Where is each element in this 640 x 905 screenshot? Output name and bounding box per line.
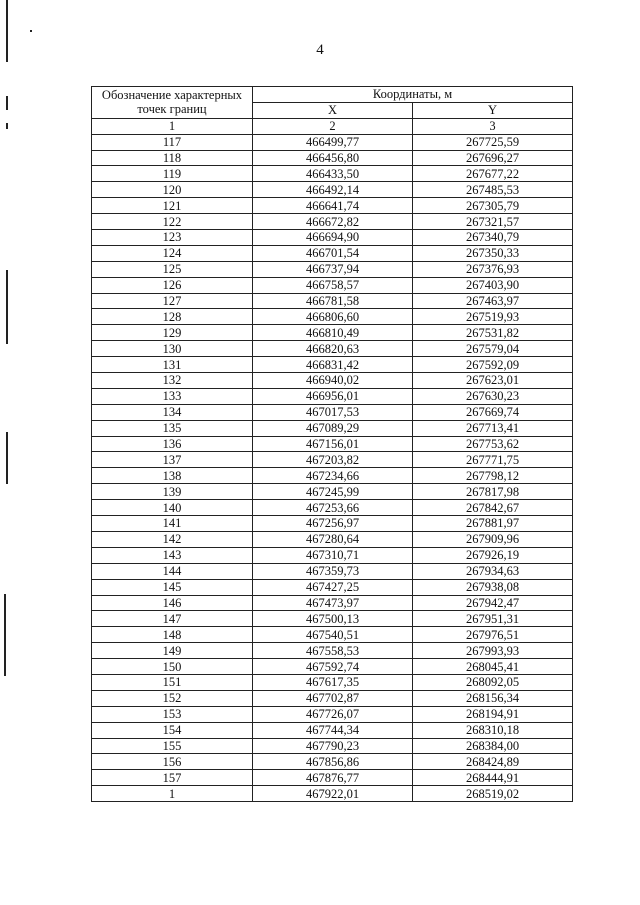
x-cell: 467726,07 bbox=[253, 706, 413, 722]
point-cell: 136 bbox=[92, 436, 253, 452]
point-cell: 144 bbox=[92, 563, 253, 579]
table-row bbox=[92, 420, 573, 436]
point-cell: 141 bbox=[92, 516, 253, 532]
x-cell: 466820,63 bbox=[253, 341, 413, 357]
table-row bbox=[92, 484, 573, 500]
y-cell: 268424,89 bbox=[413, 754, 573, 770]
table-row bbox=[92, 309, 573, 325]
y-cell: 268310,18 bbox=[413, 722, 573, 738]
scan-artifact bbox=[6, 123, 8, 129]
y-cell: 267926,19 bbox=[413, 547, 573, 563]
point-cell: 133 bbox=[92, 388, 253, 404]
x-cell: 467089,29 bbox=[253, 420, 413, 436]
y-cell: 267531,82 bbox=[413, 325, 573, 341]
point-cell: 117 bbox=[92, 134, 253, 150]
x-cell: 466758,57 bbox=[253, 277, 413, 293]
y-cell: 268519,02 bbox=[413, 786, 573, 802]
y-cell: 267485,53 bbox=[413, 182, 573, 198]
scan-artifact bbox=[4, 594, 6, 676]
point-cell: 147 bbox=[92, 611, 253, 627]
y-cell: 267817,98 bbox=[413, 484, 573, 500]
x-cell: 467592,74 bbox=[253, 659, 413, 675]
table-row bbox=[92, 690, 573, 706]
y-cell: 267938,08 bbox=[413, 579, 573, 595]
table-row bbox=[92, 659, 573, 675]
point-cell: 132 bbox=[92, 373, 253, 389]
y-cell: 267725,59 bbox=[413, 134, 573, 150]
point-cell: 126 bbox=[92, 277, 253, 293]
point-cell: 148 bbox=[92, 627, 253, 643]
point-cell: 131 bbox=[92, 357, 253, 373]
y-cell: 268092,05 bbox=[413, 674, 573, 690]
point-cell: 1 bbox=[92, 786, 253, 802]
x-cell: 466492,14 bbox=[253, 182, 413, 198]
x-cell: 467540,51 bbox=[253, 627, 413, 643]
x-cell: 466672,82 bbox=[253, 214, 413, 230]
y-cell: 267519,93 bbox=[413, 309, 573, 325]
x-cell: 467473,97 bbox=[253, 595, 413, 611]
table-row bbox=[92, 500, 573, 516]
x-cell: 466433,50 bbox=[253, 166, 413, 182]
table-row bbox=[92, 627, 573, 643]
table-row bbox=[92, 754, 573, 770]
point-cell: 149 bbox=[92, 643, 253, 659]
header-coordinates: Координаты, м bbox=[253, 87, 573, 103]
x-cell: 466956,01 bbox=[253, 388, 413, 404]
x-cell: 466456,80 bbox=[253, 150, 413, 166]
table-row bbox=[92, 706, 573, 722]
y-cell: 267798,12 bbox=[413, 468, 573, 484]
scan-artifact bbox=[6, 432, 8, 484]
y-cell: 268194,91 bbox=[413, 706, 573, 722]
table-row bbox=[92, 214, 573, 230]
table-row bbox=[92, 261, 573, 277]
y-cell: 267305,79 bbox=[413, 198, 573, 214]
y-cell: 267951,31 bbox=[413, 611, 573, 627]
table-row bbox=[92, 230, 573, 246]
x-cell: 467427,25 bbox=[253, 579, 413, 595]
table-body bbox=[92, 134, 573, 801]
y-cell: 267976,51 bbox=[413, 627, 573, 643]
table-row bbox=[92, 134, 573, 150]
x-cell: 467203,82 bbox=[253, 452, 413, 468]
x-cell: 467359,73 bbox=[253, 563, 413, 579]
x-cell: 466831,42 bbox=[253, 357, 413, 373]
table-row bbox=[92, 150, 573, 166]
x-cell: 466810,49 bbox=[253, 325, 413, 341]
table-row bbox=[92, 468, 573, 484]
y-cell: 267771,75 bbox=[413, 452, 573, 468]
y-cell: 267630,23 bbox=[413, 388, 573, 404]
y-cell: 268156,34 bbox=[413, 690, 573, 706]
point-cell: 157 bbox=[92, 770, 253, 786]
y-cell: 267696,27 bbox=[413, 150, 573, 166]
x-cell: 467253,66 bbox=[253, 500, 413, 516]
point-cell: 139 bbox=[92, 484, 253, 500]
y-cell: 267881,97 bbox=[413, 516, 573, 532]
y-cell: 267592,09 bbox=[413, 357, 573, 373]
x-cell: 467922,01 bbox=[253, 786, 413, 802]
table-row bbox=[92, 547, 573, 563]
x-cell: 467558,53 bbox=[253, 643, 413, 659]
point-cell: 121 bbox=[92, 198, 253, 214]
point-cell: 137 bbox=[92, 452, 253, 468]
y-cell: 267579,04 bbox=[413, 341, 573, 357]
point-cell: 135 bbox=[92, 420, 253, 436]
x-cell: 467234,66 bbox=[253, 468, 413, 484]
table-row bbox=[92, 563, 573, 579]
point-cell: 122 bbox=[92, 214, 253, 230]
table-row bbox=[92, 166, 573, 182]
table-row bbox=[92, 516, 573, 532]
x-cell: 466641,74 bbox=[253, 198, 413, 214]
table-row bbox=[92, 277, 573, 293]
x-cell: 466781,58 bbox=[253, 293, 413, 309]
x-cell: 466694,90 bbox=[253, 230, 413, 246]
scan-artifact bbox=[6, 96, 8, 110]
table-row bbox=[92, 452, 573, 468]
point-cell: 134 bbox=[92, 404, 253, 420]
column-number: 1 bbox=[92, 118, 253, 134]
x-cell: 466701,54 bbox=[253, 245, 413, 261]
x-cell: 466806,60 bbox=[253, 309, 413, 325]
coordinates-table bbox=[91, 86, 573, 802]
table-row bbox=[92, 595, 573, 611]
x-cell: 466737,94 bbox=[253, 261, 413, 277]
scan-artifact bbox=[30, 30, 32, 32]
y-cell: 267350,33 bbox=[413, 245, 573, 261]
point-cell: 152 bbox=[92, 690, 253, 706]
x-cell: 467744,34 bbox=[253, 722, 413, 738]
table-row bbox=[92, 738, 573, 754]
header-x: X bbox=[253, 102, 413, 118]
scan-artifact bbox=[6, 270, 8, 344]
y-cell: 267321,57 bbox=[413, 214, 573, 230]
y-cell: 267669,74 bbox=[413, 404, 573, 420]
y-cell: 268384,00 bbox=[413, 738, 573, 754]
x-cell: 467017,53 bbox=[253, 404, 413, 420]
point-cell: 143 bbox=[92, 547, 253, 563]
point-cell: 128 bbox=[92, 309, 253, 325]
x-cell: 467245,99 bbox=[253, 484, 413, 500]
table-row bbox=[92, 245, 573, 261]
table-row bbox=[92, 404, 573, 420]
header-y: Y bbox=[413, 102, 573, 118]
y-cell: 267623,01 bbox=[413, 373, 573, 389]
point-cell: 146 bbox=[92, 595, 253, 611]
point-cell: 155 bbox=[92, 738, 253, 754]
point-cell: 154 bbox=[92, 722, 253, 738]
table-row bbox=[92, 579, 573, 595]
y-cell: 267942,47 bbox=[413, 595, 573, 611]
page-number: 4 bbox=[316, 42, 324, 58]
table-row bbox=[92, 373, 573, 389]
y-cell: 267713,41 bbox=[413, 420, 573, 436]
x-cell: 467500,13 bbox=[253, 611, 413, 627]
point-cell: 142 bbox=[92, 531, 253, 547]
x-cell: 466940,02 bbox=[253, 373, 413, 389]
table-row bbox=[92, 722, 573, 738]
column-number: 2 bbox=[253, 118, 413, 134]
point-cell: 151 bbox=[92, 674, 253, 690]
point-cell: 129 bbox=[92, 325, 253, 341]
point-cell: 150 bbox=[92, 659, 253, 675]
table-row bbox=[92, 643, 573, 659]
table-row bbox=[92, 388, 573, 404]
point-cell: 145 bbox=[92, 579, 253, 595]
x-cell: 467790,23 bbox=[253, 738, 413, 754]
x-cell: 467856,86 bbox=[253, 754, 413, 770]
table-row bbox=[92, 611, 573, 627]
point-cell: 140 bbox=[92, 500, 253, 516]
point-cell: 153 bbox=[92, 706, 253, 722]
header-point-designation: Обозначение характерных точек границ bbox=[92, 87, 253, 119]
table-row bbox=[92, 325, 573, 341]
y-cell: 267340,79 bbox=[413, 230, 573, 246]
x-cell: 467876,77 bbox=[253, 770, 413, 786]
table-row bbox=[92, 770, 573, 786]
y-cell: 267376,93 bbox=[413, 261, 573, 277]
y-cell: 267993,93 bbox=[413, 643, 573, 659]
point-cell: 119 bbox=[92, 166, 253, 182]
x-cell: 467702,87 bbox=[253, 690, 413, 706]
y-cell: 267842,67 bbox=[413, 500, 573, 516]
point-cell: 125 bbox=[92, 261, 253, 277]
column-number: 3 bbox=[413, 118, 573, 134]
table-row bbox=[92, 182, 573, 198]
y-cell: 268045,41 bbox=[413, 659, 573, 675]
table-row bbox=[92, 293, 573, 309]
table-row bbox=[92, 357, 573, 373]
y-cell: 267403,90 bbox=[413, 277, 573, 293]
table-row bbox=[92, 198, 573, 214]
point-cell: 118 bbox=[92, 150, 253, 166]
x-cell: 467256,97 bbox=[253, 516, 413, 532]
y-cell: 267677,22 bbox=[413, 166, 573, 182]
x-cell: 467617,35 bbox=[253, 674, 413, 690]
table-row bbox=[92, 786, 573, 802]
point-cell: 127 bbox=[92, 293, 253, 309]
point-cell: 124 bbox=[92, 245, 253, 261]
table-row bbox=[92, 531, 573, 547]
table-row bbox=[92, 341, 573, 357]
table-row bbox=[92, 436, 573, 452]
point-cell: 130 bbox=[92, 341, 253, 357]
x-cell: 467280,64 bbox=[253, 531, 413, 547]
table-row bbox=[92, 674, 573, 690]
point-cell: 123 bbox=[92, 230, 253, 246]
y-cell: 267753,62 bbox=[413, 436, 573, 452]
x-cell: 467156,01 bbox=[253, 436, 413, 452]
y-cell: 267463,97 bbox=[413, 293, 573, 309]
y-cell: 267909,96 bbox=[413, 531, 573, 547]
y-cell: 267934,63 bbox=[413, 563, 573, 579]
x-cell: 467310,71 bbox=[253, 547, 413, 563]
point-cell: 156 bbox=[92, 754, 253, 770]
point-cell: 120 bbox=[92, 182, 253, 198]
x-cell: 466499,77 bbox=[253, 134, 413, 150]
y-cell: 268444,91 bbox=[413, 770, 573, 786]
point-cell: 138 bbox=[92, 468, 253, 484]
